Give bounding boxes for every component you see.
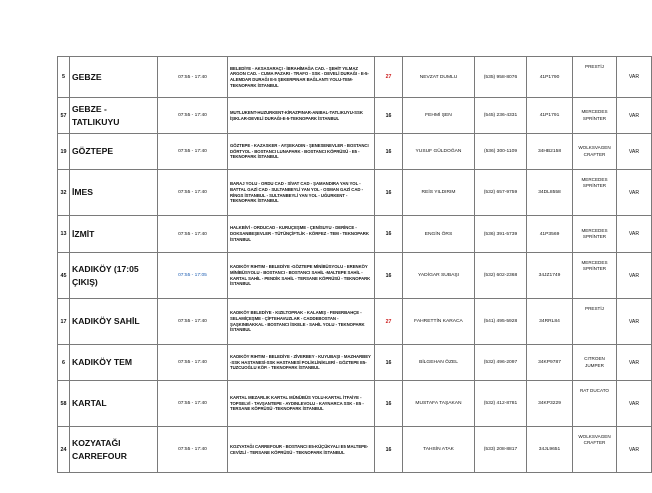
- capacity: 16: [375, 98, 403, 134]
- service-hours: 07:55 - 17:40: [158, 57, 228, 98]
- vehicle-type: WOLKSVAGEN CRAFTER: [573, 134, 617, 170]
- route-number: 32: [58, 170, 70, 216]
- route-number: 57: [58, 98, 70, 134]
- capacity: 16: [375, 381, 403, 427]
- vehicle-type: RAT DUCATO: [573, 381, 617, 427]
- service-hours: 07:55 - 17:40: [158, 427, 228, 473]
- vehicle-type: PRESTİJ: [573, 299, 617, 345]
- table-row: [58, 299, 652, 345]
- service-hours: 07:55 - 17:40: [158, 170, 228, 216]
- license-plate: 34RRL84: [527, 299, 573, 345]
- availability-status: VAR: [617, 98, 652, 134]
- service-hours: 07:55 - 17:40: [158, 381, 228, 427]
- route-name: GÖZTEPE: [70, 134, 158, 170]
- route-name: KADIKÖY (17:05 ÇIKIŞ): [70, 253, 158, 299]
- route-stops: KARTAL MEZARLIK KARTAL MÜNÜBÜS YOLU-KARTAL İTFAİYE - TOPSELVİ - TAVŞANTEPE - AYDINLEVOLU - KAYNARCA SSK - E5 - TERSANE KÖPRÜSÜ -TEKNOPARK İSTANBUL: [228, 381, 375, 427]
- capacity: 16: [375, 216, 403, 253]
- capacity: 16: [375, 170, 403, 216]
- vehicle-type: MERCEDES SPRİNTER: [573, 253, 617, 299]
- route-name: KADIKÖY TEM: [70, 345, 158, 381]
- availability-status: VAR: [617, 57, 652, 98]
- driver-phone: (532) 657-9759: [475, 170, 527, 216]
- route-stops: GÖZTEPE - KAZASKER - AYŞEKADIN - ŞENESENEVLER - BOSTANCI DÖRTYOL - BOSTANCI LUNAPARK - BOSTANCI KÖPRÜSÜ - E5 - TEKNOPARK İSTANBUL: [228, 134, 375, 170]
- service-hours: 07:55 - 17:40: [158, 134, 228, 170]
- license-plate: 41P1791: [527, 98, 573, 134]
- driver-phone: (535) 958-8076: [475, 57, 527, 98]
- license-plate: 41P1790: [527, 57, 573, 98]
- driver-phone: (545) 236-4331: [475, 98, 527, 134]
- availability-status: VAR: [617, 345, 652, 381]
- route-number: 6: [58, 345, 70, 381]
- driver-name: BİLGEHAN ÖZEL: [403, 345, 475, 381]
- capacity: 16: [375, 345, 403, 381]
- capacity: 16: [375, 427, 403, 473]
- service-hours: 07:55 - 17:40: [158, 345, 228, 381]
- driver-name: FEHMİ ŞEN: [403, 98, 475, 134]
- vehicle-type: MERCEDES SPRİNTER: [573, 216, 617, 253]
- driver-name: YUSUF GÜLDOĞAN: [403, 134, 475, 170]
- capacity: 27: [375, 57, 403, 98]
- service-hours: 07:55 - 17:40: [158, 98, 228, 134]
- driver-phone: (541) 495-5928: [475, 299, 527, 345]
- license-plate: 34JZ1749: [527, 253, 573, 299]
- license-plate: 41P3569: [527, 216, 573, 253]
- route-number: 45: [58, 253, 70, 299]
- table-row: [58, 57, 652, 98]
- availability-status: VAR: [617, 170, 652, 216]
- route-name: KARTAL: [70, 381, 158, 427]
- license-plate: 34KP3229: [527, 381, 573, 427]
- availability-status: VAR: [617, 381, 652, 427]
- table-row: [58, 381, 652, 427]
- route-name: İZMİT: [70, 216, 158, 253]
- shuttle-schedule-table: [57, 56, 652, 473]
- driver-phone: (533) 208-8817: [475, 427, 527, 473]
- license-plate: 34DL8558: [527, 170, 573, 216]
- table-row: [58, 216, 652, 253]
- driver-phone: (532) 412-8781: [475, 381, 527, 427]
- license-plate: 34JL9651: [527, 427, 573, 473]
- driver-name: TAHSİN ATAK: [403, 427, 475, 473]
- driver-name: NEVZAT DUMLU: [403, 57, 475, 98]
- route-number: 58: [58, 381, 70, 427]
- availability-status: VAR: [617, 427, 652, 473]
- table-body: [58, 57, 652, 473]
- route-number: 24: [58, 427, 70, 473]
- capacity: 16: [375, 134, 403, 170]
- availability-status: VAR: [617, 253, 652, 299]
- route-name: İMES: [70, 170, 158, 216]
- vehicle-type: MERCEDES SPRİNTER: [573, 170, 617, 216]
- table-row: [58, 427, 652, 473]
- service-hours: 07:55 - 17:40: [158, 216, 228, 253]
- driver-name: YADİGAR SUBAŞI: [403, 253, 475, 299]
- route-stops: BARAJ YOLU - ORDU CAD - SİVAT CAD - ŞAMANDIRA YAN YOL -BATTAL GAZİ CAD - SULTANBEYLİ YAN YOL - OSMAN GAZİ CAD - RİNGS İSTANBUL - SULTANBEYLİ YAN YOL - UĞURKENT - TEKNOPARK İSTANBUL: [228, 170, 375, 216]
- route-stops: KADIKÖY RIHTIM - BELEDİYE -GÖZTEPE MİNİBÜSYOLU - ERENKÖY MİNİBÜSYOLU - BOSTANCI - BOSTANCI SAHİL -MALTEPE SAHİL - KARTAL SAHİL - PENDİK SAHİL - TERSANE KÖPRÜSÜ - TEKNOPARK İSTANBUL: [228, 253, 375, 299]
- capacity: 27: [375, 299, 403, 345]
- driver-phone: (532) 602-2368: [475, 253, 527, 299]
- route-stops: KOZYATAĞI CARREFOUR - BOSTANCI E5-KÜÇÜKYALI E5 MALTEPE-CEVİZLİ - TERSANE KÖPRÜSÜ - TEKNOPARK İSTANBUL: [228, 427, 375, 473]
- vehicle-type: MERCEDES SPRİNTER: [573, 98, 617, 134]
- driver-name: ENGİN ÖRS: [403, 216, 475, 253]
- vehicle-type: WOLKSVAGEN CRAFTER: [573, 427, 617, 473]
- table-row: [58, 98, 652, 134]
- driver-name: FAHRETTİN KARACA: [403, 299, 475, 345]
- service-hours: 07:55 - 17:05: [158, 253, 228, 299]
- route-stops: KADIKÖY BELEDİYE - KIZILTOPRAK - KALAMIŞ - FENERBAHÇE - SELAMİÇEŞME - ÇİFTEHAVUZLAR - CADDEBOSTAN - ŞAŞKINBAKKAL - BOSTANCI İSKELE - SAHİL YOLU - TEKNOPARK İSTANBUL: [228, 299, 375, 345]
- route-number: 17: [58, 299, 70, 345]
- vehicle-type: CITROEN JUMPER: [573, 345, 617, 381]
- table-row: [58, 253, 652, 299]
- route-number: 5: [58, 57, 70, 98]
- route-number: 19: [58, 134, 70, 170]
- table-row: [58, 170, 652, 216]
- license-plate: 34KP9787: [527, 345, 573, 381]
- driver-name: REİS YILDIRIM: [403, 170, 475, 216]
- availability-status: VAR: [617, 216, 652, 253]
- driver-name: MUSTAFA TAŞAKAN: [403, 381, 475, 427]
- table-row: [58, 134, 652, 170]
- route-stops: HALKBİVİ - ORDUCAD - KURUÇEŞME - ÇENİSUYU - DERİNCE - DOKSANBEŞEVLER - TÜTÜNÇİFTLİK - KÖRFEZ - TEM - TEKNOPARK İSTANBUL: [228, 216, 375, 253]
- capacity: 16: [375, 253, 403, 299]
- driver-phone: (536) 300-1109: [475, 134, 527, 170]
- route-name: KADIKÖY SAHİL: [70, 299, 158, 345]
- route-name: KOZYATAĞI CARREFOUR: [70, 427, 158, 473]
- route-name: GEBZE: [70, 57, 158, 98]
- table-row: [58, 345, 652, 381]
- route-stops: BELEDİYE - AKSASARAÇI - İBRAHİMAĞA CAD. - ŞEHİT YILMAZ ARGON CAD. - CUMA PAZARI - TRAFO - SSK - DEVELİ DURAĞI - E-5-ALEMDAR DURAĞI E-5 ŞEKERPINAR BAĞLANTI YOLU-TEM- TEKNOPARK İSTANBUL: [228, 57, 375, 98]
- route-name: GEBZE - TATLIKUYU: [70, 98, 158, 134]
- route-stops: MUTLUKENT-HUZURKENT-KİRAZPINAR-ANIBAL-TATLIKUYU-SSK İŞIKLAR-DEVELİ DURAĞI-E-5-TEKNOPARK İSTANBUL: [228, 98, 375, 134]
- availability-status: VAR: [617, 134, 652, 170]
- driver-phone: (536) 391-5739: [475, 216, 527, 253]
- vehicle-type: PRESTİJ: [573, 57, 617, 98]
- route-stops: KADIKÖY RIHTIM - BELEDİYE - ZİVERBEY - KUYUBAŞI - MAZHARBEY -SSK HASTANESİ-SSK HASTANESİ POLİKLİNİKLERİ - GÖZTEPE E5- TUZCUOĞLU KÖP. - TEKNOPARK İSTANBUL: [228, 345, 375, 381]
- route-number: 13: [58, 216, 70, 253]
- license-plate: 34HB2158: [527, 134, 573, 170]
- availability-status: VAR: [617, 299, 652, 345]
- service-hours: 07:55 - 17:40: [158, 299, 228, 345]
- driver-phone: (532) 496-2097: [475, 345, 527, 381]
